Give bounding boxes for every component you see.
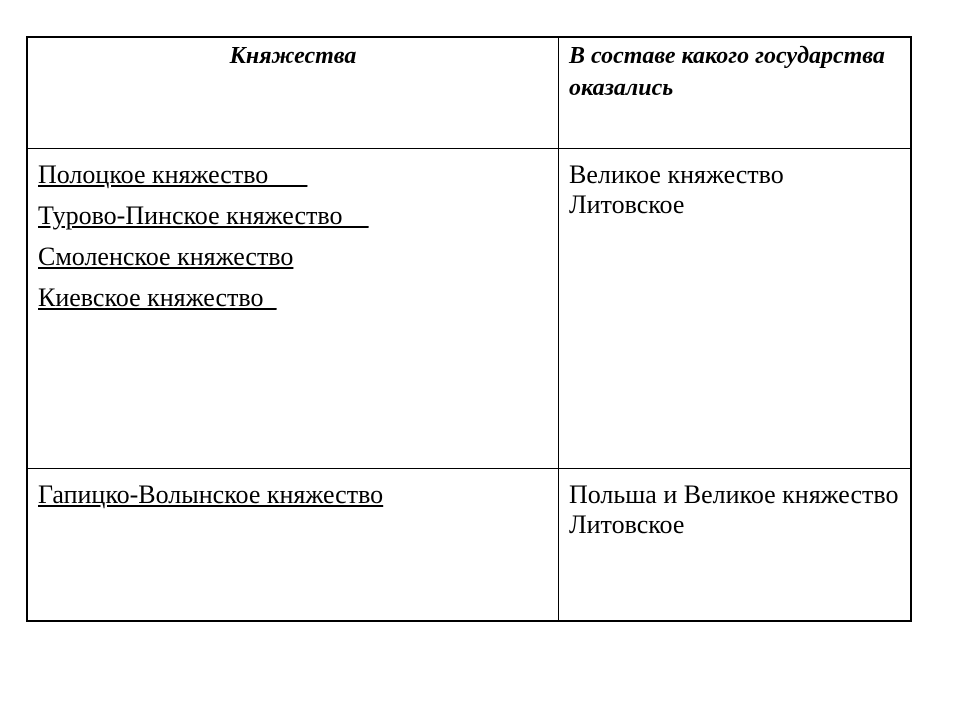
- column-divider: [558, 38, 559, 620]
- state-cell-row2: Польша и Великое княжество Литовское: [569, 480, 899, 539]
- row-divider-2: [28, 468, 910, 469]
- principality-list: [38, 160, 368, 324]
- list-item-kiev: Киевское княжество_: [38, 283, 277, 312]
- list-item-turov-pinsk: Турово-Пинское княжество__: [38, 201, 369, 230]
- list-item-polotsk: Полоцкое княжество___: [38, 160, 308, 189]
- list-item-smolensk: Смоленское княжество: [38, 242, 294, 271]
- state-cell-row1: Великое княжество Литовское: [569, 160, 784, 219]
- principality-cell-row2: Гапицко-Волынское княжество: [38, 480, 384, 509]
- row-divider-header: [28, 148, 910, 149]
- principalities-table: [26, 36, 912, 622]
- header-principalities: Княжества: [229, 43, 357, 69]
- header-state: В составе какого государства оказались: [569, 43, 885, 101]
